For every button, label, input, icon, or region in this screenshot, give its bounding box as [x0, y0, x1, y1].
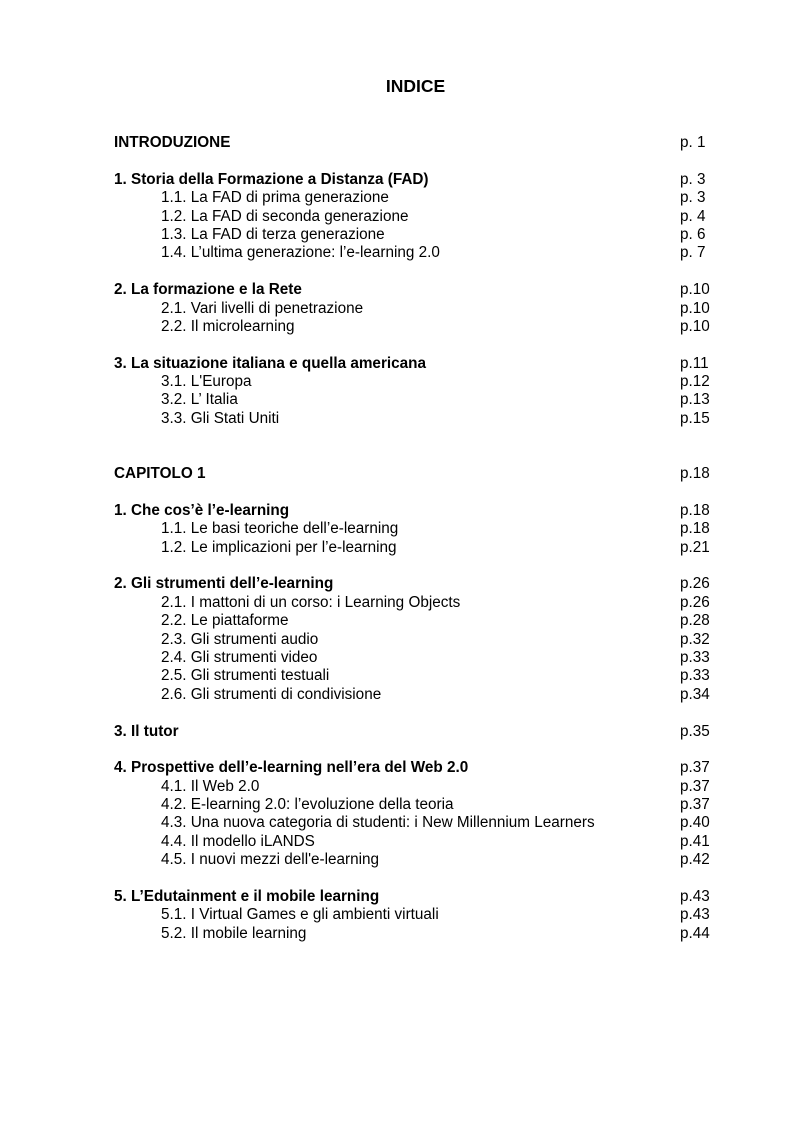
toc-entry-title: 2.1. I mattoni di un corso: i Learning Objects: [161, 593, 461, 611]
toc-entry-title: 4.4. Il modello iLANDS: [161, 832, 315, 850]
toc-entry-title: 4.2. E-learning 2.0: l’evoluzione della teoria: [161, 796, 454, 814]
toc-spacer: [114, 870, 714, 888]
toc-entry-title: 5. L’Edutainment e il mobile learning: [114, 888, 380, 906]
toc-entry-title: 2.4. Gli strumenti video: [161, 648, 318, 666]
toc-entry-title: 2. Gli strumenti dell’e-learning: [114, 575, 334, 593]
toc-subsection-entry: [114, 631, 714, 649]
toc-spacer: [114, 263, 714, 281]
toc-subsection-entry: [114, 189, 714, 207]
toc-entry-page: p.18: [680, 465, 710, 483]
toc-entry-title: CAPITOLO 1: [114, 465, 206, 483]
toc-entry-page: p.10: [680, 281, 710, 299]
toc-entry-page: p.43: [680, 906, 710, 924]
toc-entry-page: p.26: [680, 575, 710, 593]
toc-entry-page: p.40: [680, 814, 710, 832]
toc-spacer: [114, 336, 714, 354]
toc-entry-title: 1.1. Le basi teoriche dell’e-learning: [161, 520, 399, 538]
toc-subsection-entry: [114, 226, 714, 244]
toc-entry-page: p.37: [680, 777, 710, 795]
toc-entry-page: p.28: [680, 612, 710, 630]
toc-spacer: [114, 483, 714, 501]
page-title: INDICE: [385, 76, 446, 96]
toc-entry-page: p.33: [680, 667, 710, 685]
toc-entry-title: 5.2. Il mobile learning: [161, 924, 307, 942]
toc-entry-page: p.37: [680, 796, 710, 814]
toc-entry-title: 5.1. I Virtual Games e gli ambienti virtuali: [161, 906, 439, 924]
toc-entry-title: 4.5. I nuovi mezzi dell'e-learning: [161, 851, 380, 869]
toc-entry-page: p. 3: [680, 170, 706, 188]
toc-entry-title: 3.2. L’ Italia: [161, 391, 238, 409]
toc-entry-page: p. 4: [680, 207, 706, 225]
toc-section-entry: [114, 171, 714, 189]
toc-subsection-entry: [114, 778, 714, 796]
toc-section-entry: [114, 502, 714, 520]
toc-spacer: [114, 741, 714, 759]
toc-section-entry: [114, 134, 714, 152]
toc-section-entry: [114, 723, 714, 741]
toc-subsection-entry: [114, 906, 714, 924]
toc-entry-title: 4.3. Una nuova categoria di studenti: i New Millennium Learners: [161, 814, 595, 832]
toc-subsection-entry: [114, 612, 714, 630]
toc-entry-page: p.12: [680, 373, 710, 391]
toc-entry-page: p.37: [680, 759, 710, 777]
toc-entry-title: 2.3. Gli strumenti audio: [161, 630, 319, 648]
toc-subsection-entry: [114, 520, 714, 538]
toc-subsection-entry: [114, 410, 714, 428]
toc-entry-page: p.44: [680, 924, 710, 942]
toc-entry-title: 1.2. Le implicazioni per l’e-learning: [161, 538, 397, 556]
toc-subsection-entry: [114, 796, 714, 814]
toc-subsection-entry: [114, 686, 714, 704]
toc-entry-page: p.10: [680, 299, 710, 317]
toc-entry-title: 1.3. La FAD di terza generazione: [161, 225, 385, 243]
toc-entry-title: 1.4. L’ultima generazione: l’e-learning 2.0: [161, 244, 440, 262]
toc-entry-page: p.10: [680, 317, 710, 335]
toc-entry-page: p.33: [680, 648, 710, 666]
toc-entry-title: 1.2. La FAD di seconda generazione: [161, 207, 409, 225]
toc-entry-title: 3.3. Gli Stati Uniti: [161, 409, 280, 427]
toc-section-entry: [114, 759, 714, 777]
toc-entry-page: p.34: [680, 685, 710, 703]
toc-entry-page: p.18: [680, 520, 710, 538]
toc-entry-page: p.18: [680, 501, 710, 519]
toc-entry-page: p.32: [680, 630, 710, 648]
toc-entry-page: p.41: [680, 832, 710, 850]
toc-entry-page: p. 7: [680, 244, 706, 262]
toc-entry-page: p. 3: [680, 189, 706, 207]
toc-spacer: [114, 152, 714, 170]
toc-entry-title: 2.1. Vari livelli di penetrazione: [161, 299, 364, 317]
toc-entry-title: 3.1. L'Europa: [161, 373, 252, 391]
toc-entry-page: p.21: [680, 538, 710, 556]
toc-entry-page: p. 6: [680, 225, 706, 243]
toc-entry-page: p.42: [680, 851, 710, 869]
toc-entry-title: 1. Che cos’è l’e-learning: [114, 501, 290, 519]
toc-entry-title: 3. Il tutor: [114, 722, 179, 740]
toc-entry-title: 1. Storia della Formazione a Distanza (FAD): [114, 170, 429, 188]
toc-entry-page: p.43: [680, 888, 710, 906]
toc-entry-title: 2.2. Le piattaforme: [161, 612, 289, 630]
toc-entry-title: INTRODUZIONE: [114, 134, 231, 151]
toc-subsection-entry: [114, 539, 714, 557]
table-of-contents: [114, 134, 714, 943]
toc-spacer: [114, 428, 714, 465]
toc-subsection-entry: [114, 649, 714, 667]
toc-subsection-entry: [114, 814, 714, 832]
toc-entry-title: 4.1. Il Web 2.0: [161, 777, 260, 795]
toc-entry-page: p.11: [680, 354, 709, 372]
toc-section-entry: [114, 888, 714, 906]
toc-subsection-entry: [114, 300, 714, 318]
toc-entry-title: 3. La situazione italiana e quella americana: [114, 354, 427, 372]
toc-subsection-entry: [114, 925, 714, 943]
toc-entry-page: p. 1: [680, 134, 706, 151]
toc-subsection-entry: [114, 373, 714, 391]
toc-subsection-entry: [114, 391, 714, 409]
toc-entry-page: p.13: [680, 391, 710, 409]
toc-entry-page: p.15: [680, 409, 710, 427]
toc-entry-title: 2.5. Gli strumenti testuali: [161, 667, 330, 685]
toc-subsection-entry: [114, 318, 714, 336]
toc-entry-title: 2.6. Gli strumenti di condivisione: [161, 685, 382, 703]
toc-section-entry: [114, 355, 714, 373]
toc-section-entry: [114, 281, 714, 299]
toc-subsection-entry: [114, 851, 714, 869]
toc-entry-page: p.35: [680, 722, 710, 740]
toc-subsection-entry: [114, 667, 714, 685]
toc-entry-page: p.26: [680, 593, 710, 611]
toc-section-entry: [114, 575, 714, 593]
toc-entry-title: 4. Prospettive dell’e-learning nell’era del Web 2.0: [114, 759, 469, 777]
toc-entry-title: 2. La formazione e la Rete: [114, 281, 302, 299]
toc-subsection-entry: [114, 833, 714, 851]
toc-subsection-entry: [114, 244, 714, 262]
toc-subsection-entry: [114, 594, 714, 612]
toc-entry-title: 2.2. Il microlearning: [161, 317, 295, 335]
toc-subsection-entry: [114, 208, 714, 226]
toc-spacer: [114, 704, 714, 722]
toc-section-entry: [114, 465, 714, 483]
toc-spacer: [114, 557, 714, 575]
toc-entry-title: 1.1. La FAD di prima generazione: [161, 189, 389, 207]
